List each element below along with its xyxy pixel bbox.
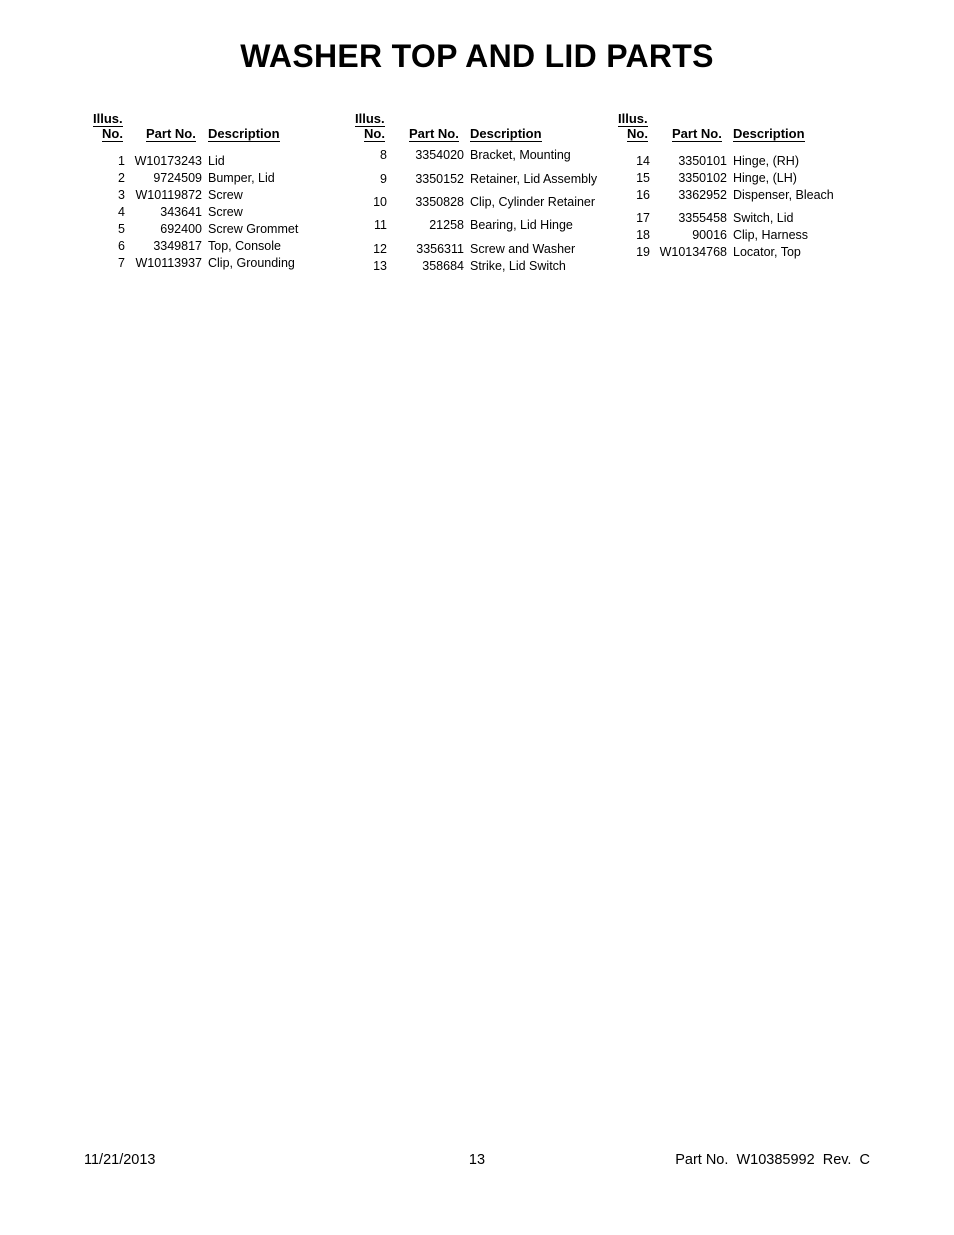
part-number: W10113937 (135, 256, 202, 270)
illus-number: 12 (373, 242, 387, 256)
illus-number: 18 (636, 228, 650, 242)
footer-date: 11/21/2013 (84, 1152, 156, 1168)
header-part-no: Part No. (409, 126, 459, 141)
page-title: WASHER TOP AND LID PARTS (240, 38, 714, 74)
illus-number: 15 (636, 171, 650, 185)
part-description: Switch, Lid (733, 211, 794, 225)
header-description: Description (470, 126, 542, 141)
part-description: Hinge, (RH) (733, 154, 799, 168)
header-illus: Illus. (93, 111, 123, 126)
illus-number: 10 (373, 195, 387, 209)
footer-page-number: 13 (468, 1152, 486, 1168)
illus-number: 8 (380, 148, 387, 162)
illus-number: 17 (636, 211, 650, 225)
part-number: 3355458 (678, 211, 727, 225)
header-illus: Illus. (618, 111, 648, 126)
part-number: 3349817 (153, 239, 202, 253)
parts-column-3 (609, 111, 849, 259)
illus-number: 7 (118, 256, 125, 270)
part-number: 3354020 (415, 148, 464, 162)
header-no: No. (102, 126, 123, 141)
part-number: W10134768 (659, 245, 727, 259)
illus-number: 16 (636, 188, 650, 202)
part-number: 9724509 (153, 171, 202, 185)
part-description: Lid (208, 154, 225, 168)
illus-number: 3 (118, 188, 125, 202)
part-number: 3350101 (678, 154, 727, 168)
illus-number: 6 (118, 239, 125, 253)
illus-number: 4 (118, 205, 125, 219)
illus-number: 14 (636, 154, 650, 168)
part-number: W10119872 (135, 188, 202, 202)
parts-column-1 (84, 111, 324, 270)
part-number: 358684 (422, 259, 464, 273)
header-illus: Illus. (355, 111, 385, 126)
part-number: W10173243 (134, 154, 202, 168)
part-number: 3356311 (416, 242, 464, 256)
part-description: Dispenser, Bleach (733, 188, 834, 202)
header-part-no: Part No. (672, 126, 722, 141)
part-description: Retainer, Lid Assembly (470, 172, 598, 186)
part-description: Clip, Grounding (208, 256, 295, 270)
header-no: No. (627, 126, 648, 141)
illus-number: 5 (118, 222, 125, 236)
illus-number: 2 (118, 171, 125, 185)
column-header (84, 111, 324, 145)
part-description: Bumper, Lid (208, 171, 275, 185)
part-description: Bracket, Mounting (470, 148, 571, 162)
part-description: Screw (208, 188, 243, 202)
part-description: Screw Grommet (208, 222, 299, 236)
part-number: 90016 (692, 228, 727, 242)
part-description: Bearing, Lid Hinge (470, 218, 573, 232)
part-number: 692400 (160, 222, 202, 236)
illus-number: 19 (636, 245, 650, 259)
part-description: Hinge, (LH) (733, 171, 797, 185)
part-number: 3350828 (415, 195, 464, 209)
part-number: 3350152 (415, 172, 464, 186)
part-number: 3362952 (678, 188, 727, 202)
illus-number: 13 (373, 259, 387, 273)
part-description: Locator, Top (733, 245, 801, 259)
part-number: 343641 (160, 205, 202, 219)
illus-number: 11 (374, 218, 387, 232)
header-description: Description (208, 126, 280, 141)
part-number: 3350102 (678, 171, 727, 185)
part-description: Screw (208, 205, 243, 219)
column-header (609, 111, 849, 145)
part-description: Strike, Lid Switch (470, 259, 566, 273)
header-part-no: Part No. (146, 126, 196, 141)
part-description: Top, Console (208, 239, 281, 253)
part-description: Clip, Harness (733, 228, 809, 242)
part-description: Screw and Washer (470, 242, 576, 256)
header-no: No. (364, 126, 385, 141)
part-number: 21258 (429, 218, 464, 232)
illus-number: 1 (118, 154, 125, 168)
illus-number: 9 (380, 172, 387, 186)
column-header (346, 111, 608, 145)
footer-part-reference: Part No. W10385992 Rev. C (675, 1152, 870, 1168)
parts-column-2 (346, 111, 608, 273)
header-description: Description (733, 126, 805, 141)
part-description: Clip, Cylinder Retainer (470, 195, 596, 209)
